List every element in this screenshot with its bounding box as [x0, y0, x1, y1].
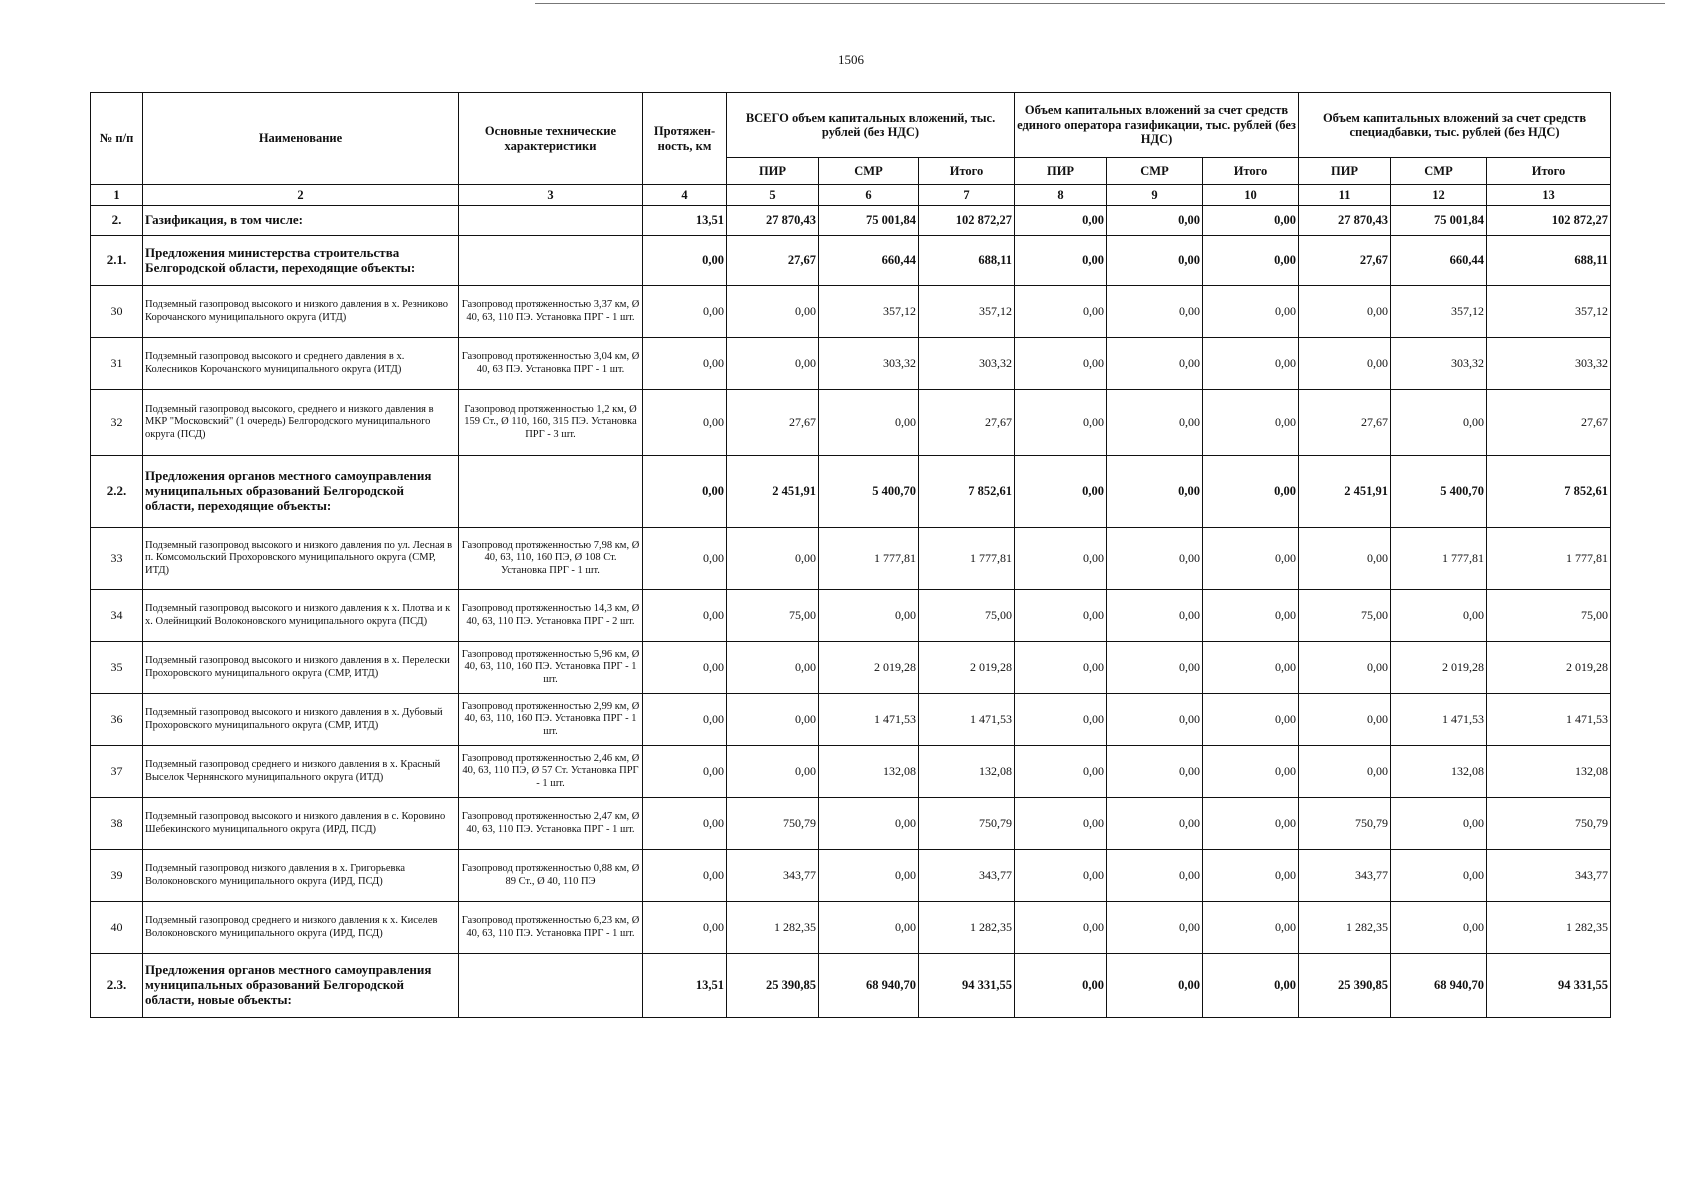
row-value-cell: 1 777,81 [1391, 528, 1487, 590]
header-operator-group: Объем капитальных вложений за счет средств единого оператора газификации, тыс. рублей (без НДС) [1015, 93, 1299, 158]
row-value-cell: 0,00 [1107, 390, 1203, 456]
row-value-cell: 0,00 [643, 642, 727, 694]
row-value-cell: 1 777,81 [919, 528, 1015, 590]
table-row [91, 902, 1611, 954]
row-tech-specs: Газопровод протяженностью 3,37 км, Ø 40, 63, 110 ПЭ. Установка ПРГ - 1 шт. [459, 286, 643, 338]
subheader-cell: СМР [1391, 158, 1487, 185]
row-value-cell: 68 940,70 [1391, 954, 1487, 1018]
row-value-cell: 25 390,85 [1299, 954, 1391, 1018]
row-value-cell: 0,00 [1107, 798, 1203, 850]
row-value-cell: 0,00 [1015, 642, 1107, 694]
row-index: 31 [91, 338, 143, 390]
row-value-cell: 0,00 [1107, 286, 1203, 338]
section-row [91, 456, 1611, 528]
row-value-cell: 750,79 [919, 798, 1015, 850]
row-value-cell: 27,67 [727, 236, 819, 286]
row-value-cell: 357,12 [819, 286, 919, 338]
column-number-cell: 12 [1391, 185, 1487, 206]
row-value-cell: 0,00 [1203, 746, 1299, 798]
row-value-cell: 303,32 [1487, 338, 1611, 390]
row-value-cell: 0,00 [1015, 590, 1107, 642]
header-total-group: ВСЕГО объем капитальных вложений, тыс. рублей (без НДС) [727, 93, 1015, 158]
row-value-cell: 0,00 [1107, 456, 1203, 528]
row-value-cell: 75,00 [1487, 590, 1611, 642]
row-value-cell: 1 471,53 [819, 694, 919, 746]
subheader-cell: ПИР [1015, 158, 1107, 185]
subheader-cell: ПИР [727, 158, 819, 185]
row-tech-specs [459, 206, 643, 236]
table-row [91, 694, 1611, 746]
row-value-cell: 0,00 [1107, 338, 1203, 390]
row-value-cell: 303,32 [819, 338, 919, 390]
row-value-cell: 0,00 [1015, 456, 1107, 528]
scan-top-line [535, 3, 1665, 4]
row-value-cell: 0,00 [1203, 456, 1299, 528]
row-value-cell: 0,00 [1015, 954, 1107, 1018]
row-value-cell: 27,67 [1487, 390, 1611, 456]
row-index: 2.3. [91, 954, 143, 1018]
row-tech-specs: Газопровод протяженностью 6,23 км, Ø 40, 63, 110 ПЭ. Установка ПРГ - 1 шт. [459, 902, 643, 954]
row-value-cell: 0,00 [643, 590, 727, 642]
row-value-cell: 0,00 [643, 850, 727, 902]
row-value-cell: 75,00 [919, 590, 1015, 642]
row-tech-specs: Газопровод протяженностью 3,04 км, Ø 40, 63 ПЭ. Установка ПРГ - 1 шт. [459, 338, 643, 390]
row-value-cell: 5 400,70 [1391, 456, 1487, 528]
row-value-cell: 27,67 [1299, 390, 1391, 456]
row-value-cell: 75 001,84 [1391, 206, 1487, 236]
row-name: Подземный газопровод высокого и низкого давления в х. Резниково Корочанского муниципального округа (ИТД) [143, 286, 459, 338]
row-tech-specs: Газопровод протяженностью 2,99 км, Ø 40, 63, 110, 160 ПЭ. Установка ПРГ - 1 шт. [459, 694, 643, 746]
row-name: Подземный газопровод среднего и низкого давления к х. Киселев Волоконовского муниципального округа (ИРД, ПСД) [143, 902, 459, 954]
row-value-cell: 750,79 [1299, 798, 1391, 850]
row-value-cell: 357,12 [919, 286, 1015, 338]
column-number-cell: 7 [919, 185, 1015, 206]
header-num: № п/п [91, 93, 143, 185]
header-name: Наименование [143, 93, 459, 185]
row-value-cell: 102 872,27 [1487, 206, 1611, 236]
row-tech-specs: Газопровод протяженностью 1,2 км, Ø 159 Ст., Ø 110, 160, 315 ПЭ. Установка ПРГ - 3 шт. [459, 390, 643, 456]
table-row [91, 338, 1611, 390]
row-value-cell: 0,00 [643, 338, 727, 390]
row-value-cell: 0,00 [1107, 590, 1203, 642]
row-tech-specs: Газопровод протяженностью 0,88 км, Ø 89 Ст., Ø 40, 110 ПЭ [459, 850, 643, 902]
column-number-cell: 13 [1487, 185, 1611, 206]
row-value-cell: 0,00 [643, 390, 727, 456]
row-value-cell: 0,00 [643, 902, 727, 954]
row-name: Подземный газопровод высокого, среднего и низкого давления в МКР "Московский" (1 очередь) Белгородского муниципального округа (ПСД) [143, 390, 459, 456]
row-value-cell: 27,67 [1299, 236, 1391, 286]
row-name: Подземный газопровод низкого давления в х. Григорьевка Волоконовского муниципального округа (ИРД, ПСД) [143, 850, 459, 902]
row-value-cell: 0,00 [819, 850, 919, 902]
row-value-cell: 25 390,85 [727, 954, 819, 1018]
row-value-cell: 75 001,84 [819, 206, 919, 236]
subheader-cell: СМР [1107, 158, 1203, 185]
table-row [91, 642, 1611, 694]
row-index: 2.2. [91, 456, 143, 528]
subheader-cell: Итого [919, 158, 1015, 185]
row-value-cell: 132,08 [1487, 746, 1611, 798]
row-value-cell: 0,00 [1107, 694, 1203, 746]
row-value-cell: 0,00 [1015, 528, 1107, 590]
row-index: 32 [91, 390, 143, 456]
row-index: 39 [91, 850, 143, 902]
row-value-cell: 0,00 [1203, 390, 1299, 456]
row-value-cell: 0,00 [727, 694, 819, 746]
row-value-cell: 0,00 [1203, 236, 1299, 286]
subheader-cell: Итого [1487, 158, 1611, 185]
row-value-cell: 27 870,43 [727, 206, 819, 236]
row-value-cell: 94 331,55 [919, 954, 1015, 1018]
row-value-cell: 0,00 [1107, 850, 1203, 902]
column-number-row [91, 185, 1611, 206]
row-name: Предложения органов местного самоуправления муниципальных образований Белгородской области, переходящие объекты: [143, 456, 459, 528]
row-value-cell: 132,08 [919, 746, 1015, 798]
row-value-cell: 0,00 [1203, 528, 1299, 590]
row-name: Предложения министерства строительства Белгородской области, переходящие объекты: [143, 236, 459, 286]
table-row [91, 286, 1611, 338]
row-value-cell: 0,00 [1107, 746, 1203, 798]
row-index: 33 [91, 528, 143, 590]
row-value-cell: 27 870,43 [1299, 206, 1391, 236]
row-name: Подземный газопровод высокого и низкого давления к х. Плотва и к х. Олейницкий Волоконовского муниципального округа (ПСД) [143, 590, 459, 642]
row-value-cell: 0,00 [1203, 850, 1299, 902]
row-value-cell: 1 471,53 [919, 694, 1015, 746]
row-value-cell: 0,00 [1391, 390, 1487, 456]
row-value-cell: 0,00 [1203, 590, 1299, 642]
row-value-cell: 1 282,35 [919, 902, 1015, 954]
table-row [91, 850, 1611, 902]
row-value-cell: 0,00 [1299, 338, 1391, 390]
column-number-cell: 4 [643, 185, 727, 206]
table-row [91, 528, 1611, 590]
row-name: Газификация, в том числе: [143, 206, 459, 236]
row-value-cell: 0,00 [1299, 746, 1391, 798]
column-number-cell: 9 [1107, 185, 1203, 206]
column-number-cell: 10 [1203, 185, 1299, 206]
row-value-cell: 94 331,55 [1487, 954, 1611, 1018]
row-value-cell: 2 019,28 [1487, 642, 1611, 694]
row-value-cell: 102 872,27 [919, 206, 1015, 236]
section-row [91, 954, 1611, 1018]
row-value-cell: 0,00 [1107, 528, 1203, 590]
table-row [91, 390, 1611, 456]
table-row [91, 590, 1611, 642]
row-name: Подземный газопровод высокого и среднего давления в х. Колесников Корочанского муниципального округа (ИТД) [143, 338, 459, 390]
row-tech-specs [459, 236, 643, 286]
column-number-cell: 2 [143, 185, 459, 206]
row-value-cell: 0,00 [819, 798, 919, 850]
row-value-cell: 0,00 [1203, 642, 1299, 694]
row-value-cell: 0,00 [1015, 694, 1107, 746]
row-value-cell: 0,00 [1299, 528, 1391, 590]
row-value-cell: 0,00 [1391, 798, 1487, 850]
row-value-cell: 303,32 [919, 338, 1015, 390]
row-value-cell: 0,00 [1203, 902, 1299, 954]
row-value-cell: 688,11 [1487, 236, 1611, 286]
row-value-cell: 1 282,35 [727, 902, 819, 954]
row-value-cell: 0,00 [643, 528, 727, 590]
column-number-cell: 6 [819, 185, 919, 206]
row-value-cell: 1 282,35 [1487, 902, 1611, 954]
row-value-cell: 750,79 [727, 798, 819, 850]
row-value-cell: 1 471,53 [1487, 694, 1611, 746]
row-value-cell: 0,00 [1299, 694, 1391, 746]
row-value-cell: 75,00 [727, 590, 819, 642]
row-value-cell: 7 852,61 [919, 456, 1015, 528]
row-value-cell: 0,00 [1391, 590, 1487, 642]
column-number-cell: 3 [459, 185, 643, 206]
row-tech-specs: Газопровод протяженностью 14,3 км, Ø 40, 63, 110 ПЭ. Установка ПРГ - 2 шт. [459, 590, 643, 642]
row-tech-specs [459, 456, 643, 528]
row-value-cell: 0,00 [643, 286, 727, 338]
row-value-cell: 7 852,61 [1487, 456, 1611, 528]
row-value-cell: 0,00 [1107, 206, 1203, 236]
column-number-cell: 8 [1015, 185, 1107, 206]
row-value-cell: 132,08 [819, 746, 919, 798]
row-value-cell: 1 777,81 [819, 528, 919, 590]
row-value-cell: 0,00 [643, 456, 727, 528]
row-value-cell: 27,67 [919, 390, 1015, 456]
row-value-cell: 1 471,53 [1391, 694, 1487, 746]
row-tech-specs: Газопровод протяженностью 5,96 км, Ø 40, 63, 110, 160 ПЭ. Установка ПРГ - 1 шт. [459, 642, 643, 694]
row-value-cell: 343,77 [1299, 850, 1391, 902]
row-value-cell: 660,44 [819, 236, 919, 286]
row-value-cell: 0,00 [1391, 902, 1487, 954]
row-value-cell: 688,11 [919, 236, 1015, 286]
row-value-cell: 0,00 [819, 902, 919, 954]
table-row [91, 746, 1611, 798]
row-value-cell: 0,00 [1015, 390, 1107, 456]
row-value-cell: 0,00 [1107, 642, 1203, 694]
row-tech-specs: Газопровод протяженностью 2,46 км, Ø 40, 63, 110 ПЭ, Ø 57 Ст. Установка ПРГ - 1 шт. [459, 746, 643, 798]
row-tech-specs: Газопровод протяженностью 2,47 км, Ø 40, 63, 110 ПЭ. Установка ПРГ - 1 шт. [459, 798, 643, 850]
row-value-cell: 0,00 [1299, 642, 1391, 694]
row-value-cell: 75,00 [1299, 590, 1391, 642]
section-row [91, 236, 1611, 286]
row-value-cell: 1 777,81 [1487, 528, 1611, 590]
row-index: 38 [91, 798, 143, 850]
header-special-group: Объем капитальных вложений за счет средств специадбавки, тыс. рублей (без НДС) [1299, 93, 1611, 158]
row-value-cell: 0,00 [643, 798, 727, 850]
page-number: 1506 [838, 52, 864, 67]
row-value-cell: 357,12 [1391, 286, 1487, 338]
row-value-cell: 0,00 [1299, 286, 1391, 338]
row-value-cell: 357,12 [1487, 286, 1611, 338]
row-name: Предложения органов местного самоуправления муниципальных образований Белгородской области, новые объекты: [143, 954, 459, 1018]
column-number-cell: 1 [91, 185, 143, 206]
row-value-cell: 0,00 [1015, 798, 1107, 850]
row-value-cell: 0,00 [1203, 206, 1299, 236]
subheader-cell: ПИР [1299, 158, 1391, 185]
row-value-cell: 68 940,70 [819, 954, 919, 1018]
row-value-cell: 0,00 [1391, 850, 1487, 902]
row-name: Подземный газопровод высокого и низкого давления в с. Коровино Шебекинского муниципального округа (ИРД, ПСД) [143, 798, 459, 850]
row-value-cell: 0,00 [727, 286, 819, 338]
row-value-cell: 0,00 [1015, 236, 1107, 286]
row-index: 34 [91, 590, 143, 642]
row-value-cell: 0,00 [1107, 954, 1203, 1018]
column-number-cell: 11 [1299, 185, 1391, 206]
row-value-cell: 5 400,70 [819, 456, 919, 528]
row-index: 36 [91, 694, 143, 746]
row-index: 35 [91, 642, 143, 694]
subheader-cell: СМР [819, 158, 919, 185]
row-tech-specs: Газопровод протяженностью 7,98 км, Ø 40, 63, 110, 160 ПЭ, Ø 108 Ст. Установка ПРГ - 1 шт. [459, 528, 643, 590]
row-value-cell: 0,00 [1015, 338, 1107, 390]
row-value-cell: 0,00 [1015, 850, 1107, 902]
row-tech-specs [459, 954, 643, 1018]
row-value-cell: 0,00 [1015, 902, 1107, 954]
section-row [91, 206, 1611, 236]
table-row [91, 798, 1611, 850]
row-value-cell: 0,00 [819, 390, 919, 456]
column-number-cell: 5 [727, 185, 819, 206]
row-value-cell: 0,00 [727, 338, 819, 390]
row-value-cell: 660,44 [1391, 236, 1487, 286]
row-value-cell: 0,00 [819, 590, 919, 642]
row-value-cell: 0,00 [643, 746, 727, 798]
row-value-cell: 0,00 [727, 746, 819, 798]
row-value-cell: 0,00 [1203, 954, 1299, 1018]
row-index: 37 [91, 746, 143, 798]
row-name: Подземный газопровод высокого и низкого давления в х. Дубовый Прохоровского муниципального округа (СМР, ИТД) [143, 694, 459, 746]
row-value-cell: 343,77 [1487, 850, 1611, 902]
row-value-cell: 0,00 [1203, 694, 1299, 746]
header-length: Протяжен-ность, км [643, 93, 727, 185]
row-index: 40 [91, 902, 143, 954]
row-value-cell: 0,00 [727, 528, 819, 590]
row-value-cell: 132,08 [1391, 746, 1487, 798]
row-value-cell: 0,00 [1107, 236, 1203, 286]
row-index: 30 [91, 286, 143, 338]
row-index: 2.1. [91, 236, 143, 286]
row-value-cell: 0,00 [727, 642, 819, 694]
row-value-cell: 2 451,91 [1299, 456, 1391, 528]
row-value-cell: 0,00 [1203, 286, 1299, 338]
row-value-cell: 343,77 [727, 850, 819, 902]
header-tech: Основные технические характеристики [459, 93, 643, 185]
row-value-cell: 13,51 [643, 206, 727, 236]
row-value-cell: 0,00 [1015, 286, 1107, 338]
row-value-cell: 0,00 [643, 694, 727, 746]
row-name: Подземный газопровод высокого и низкого давления по ул. Лесная в п. Комсомольский Прохоровского муниципального округа (СМР, ИТД) [143, 528, 459, 590]
row-value-cell: 303,32 [1391, 338, 1487, 390]
row-value-cell: 0,00 [1203, 798, 1299, 850]
row-value-cell: 13,51 [643, 954, 727, 1018]
row-value-cell: 2 019,28 [919, 642, 1015, 694]
capital-investment-table [90, 92, 1611, 1018]
row-value-cell: 0,00 [1015, 746, 1107, 798]
subheader-cell: Итого [1203, 158, 1299, 185]
row-name: Подземный газопровод высокого и низкого давления в х. Перелески Прохоровского муниципального округа (СМР, ИТД) [143, 642, 459, 694]
row-value-cell: 2 019,28 [1391, 642, 1487, 694]
row-value-cell: 2 451,91 [727, 456, 819, 528]
row-name: Подземный газопровод среднего и низкого давления в х. Красный Выселок Чернянского муниципального округа (ИТД) [143, 746, 459, 798]
row-value-cell: 27,67 [727, 390, 819, 456]
row-value-cell: 0,00 [1015, 206, 1107, 236]
row-value-cell: 750,79 [1487, 798, 1611, 850]
row-value-cell: 0,00 [643, 236, 727, 286]
row-value-cell: 2 019,28 [819, 642, 919, 694]
row-value-cell: 343,77 [919, 850, 1015, 902]
row-index: 2. [91, 206, 143, 236]
row-value-cell: 0,00 [1107, 902, 1203, 954]
row-value-cell: 0,00 [1203, 338, 1299, 390]
row-value-cell: 1 282,35 [1299, 902, 1391, 954]
